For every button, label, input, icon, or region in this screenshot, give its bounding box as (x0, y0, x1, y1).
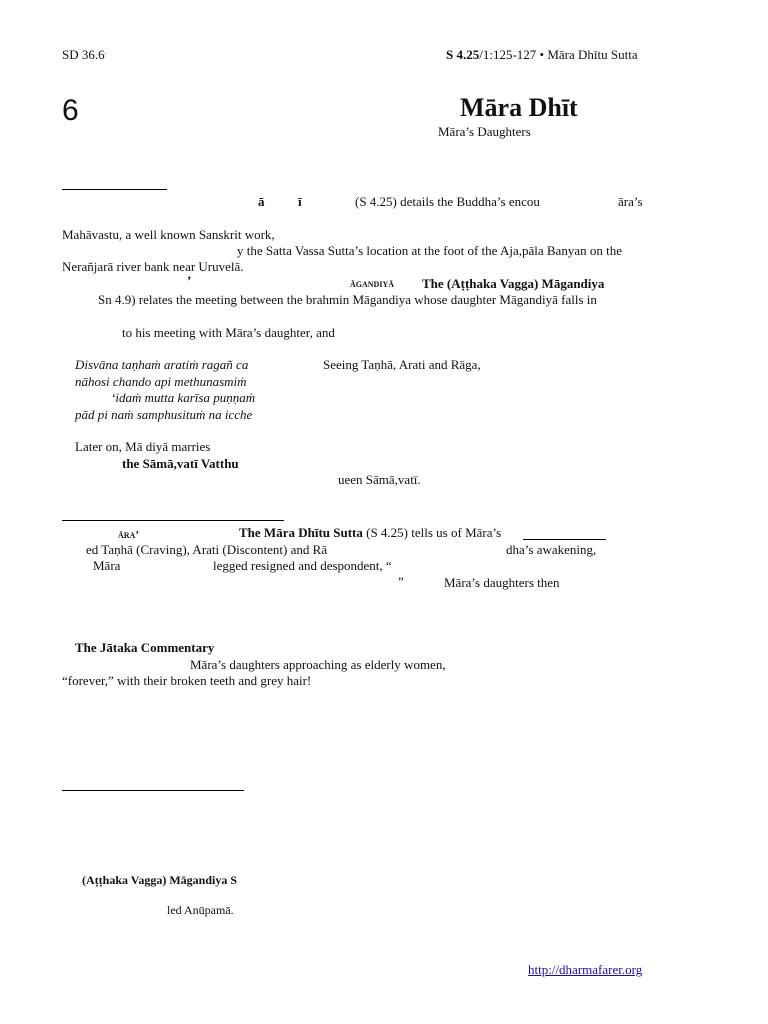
section2-line-4b: Māra’s daughters then (444, 575, 560, 590)
footnote-rule (62, 790, 244, 791)
sutta-ref-rest: /1:125-127 • Māra Dhītu Sutta (479, 47, 638, 62)
doc-id: SD 36.6 (62, 47, 105, 62)
section-rule-2 (62, 520, 284, 521)
page-subtitle: Māra’s Daughters (438, 124, 531, 139)
intro-line-1: (S 4.25) details the Buddha’s encou (355, 194, 540, 209)
footnote-2: led Anūpamā. (167, 903, 234, 917)
section2-line-2: ed Taṇhā (Craving), Arati (Discontent) and Rā (86, 542, 328, 557)
page-title: Māra Dhīt (460, 93, 578, 122)
jataka-line-2: “forever,” with their broken teeth and grey hair! (62, 673, 312, 688)
magandiya-line-1: Sn 4.9) relates the meeting between the brahmin Māgandiya whose daughter Māgandiyā falls in (98, 292, 597, 307)
dharmafarer-link[interactable]: http://dharmafarer.org (528, 962, 643, 977)
blank-rule (523, 539, 606, 540)
magandiya-title: The (Aṭṭhaka Vagga) Māgandiya (422, 276, 605, 291)
intro-line-2: Mahāvastu, a well known Sanskrit work, (62, 227, 275, 242)
jataka-title: The Jātaka Commentary (75, 640, 215, 655)
header-right (446, 47, 638, 63)
doc-id-mark: ˑ (104, 50, 107, 59)
verse-translation: Seeing Taṇhā, Arati and Rāga, (323, 357, 481, 372)
magandiya-apostrophe: ’ (187, 273, 192, 288)
verse-line-2: nāhosi chando api methunasmiṁ (75, 374, 247, 389)
jataka-line-1: Māra’s daughters approaching as elderly women, (190, 657, 446, 672)
mara-dhitu-sutta-title: The Māra Dhītu Sutta (239, 525, 363, 540)
sutta-ref: S 4.25 (446, 47, 480, 62)
intro-fragment-i: ī (298, 194, 302, 209)
section2-line-4a: ” (398, 574, 404, 589)
section2-line-1 (239, 525, 501, 541)
chapter-number: 6 (62, 94, 79, 127)
later-line-1: Later on, Mā diyā marries (75, 439, 211, 454)
section2-line-3a: Māra (93, 558, 121, 573)
header-left (62, 47, 107, 63)
intro-line-1-end: āra’s (618, 194, 643, 209)
verse-line-3: ‘idaṁ mutta karīsa puṇṇaṁ (111, 390, 256, 405)
magandiya-line-2: to his meeting with Māra’s daughter, and (122, 325, 335, 340)
verse-line-1: Disvāna taṇhaṁ aratiṁ ragañ ca (75, 357, 249, 372)
samavati-vatthu: the Sāmā,vatī Vatthu (122, 456, 239, 471)
section-rule-1 (62, 189, 167, 190)
section2-line-2-end: dha’s awakening, (506, 542, 597, 557)
footnote-1: (Aṭṭhaka Vagga) Māgandiya S (82, 873, 238, 887)
section2-line-3b: legged resigned and despondent, “ (213, 558, 392, 573)
section2-line-1-rest: (S 4.25) tells us of Māra’s (366, 525, 502, 540)
verse-line-4: pād pi naṁ samphusituṁ na icche (75, 407, 253, 422)
section2-smallcaps: āra’ (118, 529, 139, 541)
intro-line-4: Nerañjarā river bank near Uruvelā. (62, 259, 244, 274)
queen-samavati: ueen Sāmā,vatī. (338, 472, 421, 487)
intro-fragment-a: ā (258, 194, 265, 209)
magandiya-smallcaps: āgandiyā (350, 278, 394, 290)
intro-line-3: y the Satta Vassa Sutta’s location at the foot of the Aja,pāla Banyan on the (237, 243, 622, 258)
